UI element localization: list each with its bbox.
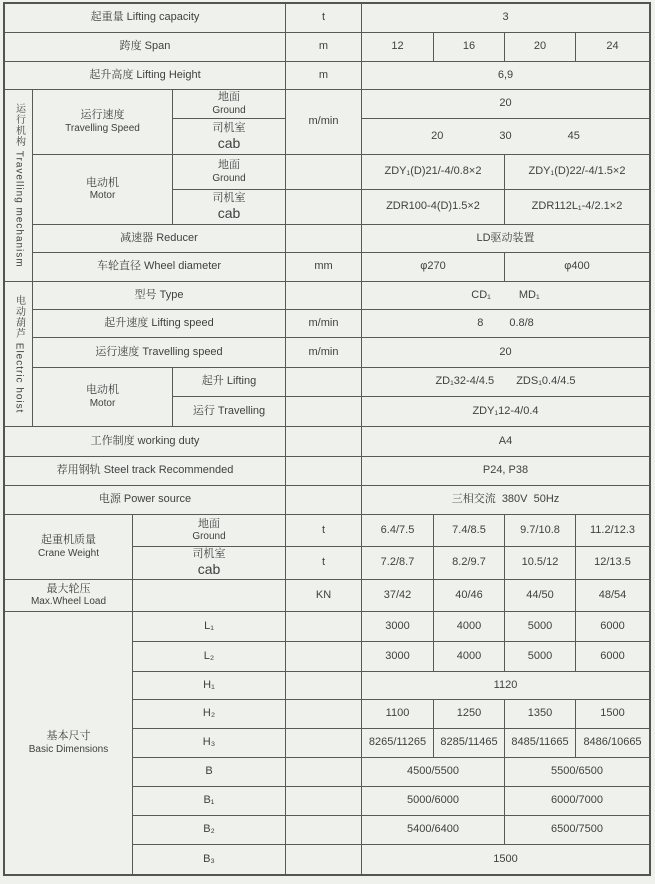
- label-lifting-capacity: 起重量 Lifting capacity: [5, 4, 286, 33]
- unit-eh-travelling-speed: m/min: [286, 338, 362, 368]
- group-label-electric-hoist: 电动葫芦 Electric hoist: [5, 282, 33, 427]
- value-h1: 1120: [362, 672, 649, 700]
- value-crane-weight-ground-1: 6.4/7.5: [362, 515, 434, 547]
- value-span-20: 20: [505, 33, 576, 62]
- value-b2-b: 6500/7500: [505, 816, 649, 845]
- unit-dim-b: [286, 758, 362, 787]
- unit-lifting-height: m: [286, 62, 362, 90]
- value-tm-speed-ground: 20: [362, 90, 649, 119]
- value-type-cd: CD₁: [471, 288, 491, 301]
- sublabel-tm-speed-cab-en: cab: [217, 134, 241, 151]
- value-h3-2: 8285/11465: [434, 729, 505, 758]
- value-l2-1: 3000: [362, 642, 434, 672]
- sublabel-crane-weight-ground: [133, 515, 286, 547]
- value-h2-1: 1100: [362, 700, 434, 729]
- unit-span: m: [286, 33, 362, 62]
- value-max-wheel-load-2: 40/46: [434, 580, 505, 612]
- label-tm-motor-zh: 电动机: [86, 176, 119, 189]
- unit-max-wheel-load: KN: [286, 580, 362, 612]
- value-lifting-speed: [362, 310, 649, 338]
- value-eh-motor-lifting-a: ZD₁32-4/4.5: [435, 375, 495, 388]
- value-tm-motor-ground-b: ZDY₁(D)22/-4/1.5×2: [505, 155, 649, 190]
- value-type: [362, 282, 649, 310]
- sublabel-eh-motor-travelling: 运行 Travelling: [173, 397, 286, 427]
- value-tm-speed-cab-1: 20: [431, 129, 444, 142]
- unit-dim-l1: [286, 612, 362, 642]
- value-type-md: MD₁: [518, 288, 540, 301]
- value-max-wheel-load-1: 37/42: [362, 580, 434, 612]
- value-steel-track: P24, P38: [362, 457, 649, 486]
- unit-steel-track: [286, 457, 362, 486]
- value-tm-motor-cab-b: ZDR112L₁-4/2.1×2: [505, 190, 649, 225]
- unit-tm-motor-ground: [286, 155, 362, 190]
- label-eh-motor: [33, 368, 173, 427]
- value-crane-weight-cab-1: 7.2/8.7: [362, 547, 434, 580]
- sublabel-dim-b: B: [133, 758, 286, 787]
- label-reducer: 减速器 Reducer: [33, 225, 286, 253]
- sublabel-tm-speed-cab-zh: 司机室: [212, 121, 246, 134]
- sublabel-dim-h3: H₃: [133, 729, 286, 758]
- unit-dim-h3: [286, 729, 362, 758]
- label-span: 跨度 Span: [5, 33, 286, 62]
- sublabel-crane-weight-cab-en: cab: [197, 561, 221, 578]
- sublabel-crane-weight-ground-zh: 地面: [198, 517, 220, 530]
- value-reducer: LD驱动装置: [362, 225, 649, 253]
- value-l2-4: 6000: [576, 642, 649, 672]
- value-h3-4: 8486/10665: [576, 729, 649, 758]
- value-tm-motor-ground-a: ZDY₁(D)21/-4/0.8×2: [362, 155, 505, 190]
- value-eh-motor-travelling: ZDY₁12-4/0.4: [362, 397, 649, 427]
- unit-lifting-speed: m/min: [286, 310, 362, 338]
- spacer-max-wheel-load: [133, 580, 286, 612]
- sublabel-tm-speed-ground-zh: 地面: [218, 91, 240, 104]
- value-tm-motor-cab-a: ZDR100-4(D)1.5×2: [362, 190, 505, 225]
- value-lifting-speed-a: 8: [477, 316, 484, 329]
- sublabel-dim-h2: H₂: [133, 700, 286, 729]
- unit-dim-l2: [286, 642, 362, 672]
- value-b3: 1500: [493, 852, 518, 865]
- sublabel-crane-weight-cab-zh: 司机室: [192, 548, 226, 560]
- label-eh-motor-en: Motor: [89, 397, 116, 409]
- sublabel-dim-l1: L₁: [133, 612, 286, 642]
- group-label-travelling-mechanism: 运行机构 Travelling mechanism: [5, 90, 33, 282]
- value-lifting-capacity: 3: [362, 4, 649, 33]
- label-travelling-speed-en: Travelling Speed: [65, 122, 140, 134]
- label-eh-motor-zh: 电动机: [86, 384, 119, 397]
- unit-eh-motor-travelling: [286, 397, 362, 427]
- unit-dim-h1: [286, 672, 362, 700]
- value-crane-weight-cab-4: 12/13.5: [576, 547, 649, 580]
- label-travelling-speed: [33, 90, 173, 155]
- label-type: 型号 Type: [33, 282, 286, 310]
- label-working-duty: 工作制度 working duty: [5, 427, 286, 457]
- value-l1-1: 3000: [362, 612, 434, 642]
- unit-tm-speed: m/min: [286, 90, 362, 155]
- sublabel-tm-motor-cab-zh: 司机室: [212, 192, 246, 204]
- value-h2-4: 1500: [576, 700, 649, 729]
- sublabel-dim-h1: H₁: [133, 672, 286, 700]
- value-span-24: 24: [576, 33, 649, 62]
- value-tm-speed-cab-2: 30: [499, 129, 512, 142]
- value-crane-weight-ground-4: 11.2/12.3: [576, 515, 649, 547]
- value-crane-weight-cab-2: 8.2/9.7: [434, 547, 505, 580]
- value-h3-1: 8265/11265: [362, 729, 434, 758]
- unit-power-source: [286, 486, 362, 515]
- sublabel-tm-speed-cab: [173, 119, 286, 155]
- unit-wheel-diameter: mm: [286, 253, 362, 282]
- unit-reducer: [286, 225, 362, 253]
- unit-working-duty: [286, 427, 362, 457]
- value-crane-weight-cab-3: 10.5/12: [505, 547, 576, 580]
- value-crane-weight-ground-2: 7.4/8.5: [434, 515, 505, 547]
- label-lifting-speed: 起升速度 Lifting speed: [33, 310, 286, 338]
- value-l1-3: 5000: [505, 612, 576, 642]
- value-l2-3: 5000: [505, 642, 576, 672]
- unit-dim-h2: [286, 700, 362, 729]
- unit-lifting-capacity: t: [286, 4, 362, 33]
- sublabel-tm-motor-ground: [173, 155, 286, 190]
- value-crane-weight-ground-3: 9.7/10.8: [505, 515, 576, 547]
- label-tm-motor: [33, 155, 173, 225]
- value-power-source: 三相交流 380V 50Hz: [362, 486, 649, 515]
- value-wheel-diameter-a: φ270: [362, 253, 505, 282]
- sublabel-tm-motor-ground-en: Ground: [212, 172, 246, 184]
- value-l1-4: 6000: [576, 612, 649, 642]
- value-lifting-height: 6,9: [362, 62, 649, 90]
- label-wheel-diameter: 车轮直径 Wheel diameter: [33, 253, 286, 282]
- label-max-wheel-load-en: Max.Wheel Load: [30, 596, 107, 608]
- value-b-b: 5500/6500: [505, 758, 649, 787]
- label-steel-track: 荐用钢轨 Steel track Recommended: [5, 457, 286, 486]
- unit-crane-weight-cab: t: [286, 547, 362, 580]
- label-max-wheel-load: [5, 580, 133, 612]
- label-crane-weight-en: Crane Weight: [38, 547, 99, 559]
- label-lifting-height: 起升高度 Lifting Height: [5, 62, 286, 90]
- value-b1-b: 6000/7000: [505, 787, 649, 816]
- value-l1-2: 4000: [434, 612, 505, 642]
- sublabel-tm-motor-cab: [173, 190, 286, 225]
- label-basic-dimensions: [5, 612, 133, 874]
- value-eh-travelling-speed: 20: [362, 338, 649, 368]
- value-span-16: 16: [434, 33, 505, 62]
- label-power-source: 电源 Power source: [5, 486, 286, 515]
- label-tm-motor-en: Motor: [89, 190, 116, 202]
- label-basic-dimensions-en: Basic Dimensions: [28, 743, 109, 755]
- value-b-a: 4500/5500: [362, 758, 505, 787]
- value-h2-3: 1350: [505, 700, 576, 729]
- sublabel-dim-b2: B₂: [133, 816, 286, 845]
- value-tm-speed-cab-3: 45: [567, 129, 580, 142]
- value-max-wheel-load-4: 48/54: [576, 580, 649, 612]
- spec-table: [3, 2, 651, 876]
- value-h3-3: 8485/11665: [505, 729, 576, 758]
- label-basic-dimensions-zh: 基本尺寸: [46, 730, 91, 743]
- sublabel-dim-l2: L₂: [133, 642, 286, 672]
- label-travelling-speed-zh: 运行速度: [80, 109, 125, 122]
- unit-tm-motor-cab: [286, 190, 362, 225]
- unit-dim-b2: [286, 816, 362, 845]
- sublabel-dim-b1: B₁: [133, 787, 286, 816]
- value-lifting-speed-b: 0.8/8: [509, 316, 534, 329]
- sublabel-dim-b3: B₃: [133, 845, 286, 874]
- value-working-duty: A4: [362, 427, 649, 457]
- label-eh-travelling-speed: 运行速度 Travelling speed: [33, 338, 286, 368]
- value-l2-2: 4000: [434, 642, 505, 672]
- value-span-12: 12: [362, 33, 434, 62]
- value-wheel-diameter-b: φ400: [505, 253, 649, 282]
- sublabel-tm-speed-ground: [173, 90, 286, 119]
- label-crane-weight-zh: 起重机质量: [41, 534, 96, 547]
- value-b2-a: 5400/6400: [362, 816, 505, 845]
- value-eh-motor-lifting: [362, 368, 649, 397]
- sublabel-eh-motor-lifting: 起升 Lifting: [173, 368, 286, 397]
- unit-dim-b3: [286, 845, 362, 874]
- value-max-wheel-load-3: 44/50: [505, 580, 576, 612]
- label-max-wheel-load-zh: 最大轮压: [46, 582, 91, 595]
- value-h2-2: 1250: [434, 700, 505, 729]
- sublabel-tm-motor-ground-zh: 地面: [218, 159, 240, 172]
- label-crane-weight: [5, 515, 133, 580]
- unit-eh-motor-lifting: [286, 368, 362, 397]
- sublabel-tm-speed-ground-en: Ground: [212, 104, 246, 116]
- unit-crane-weight-ground: t: [286, 515, 362, 547]
- value-eh-motor-lifting-b: ZDS₁0.4/4.5: [516, 375, 576, 388]
- sublabel-tm-motor-cab-en: cab: [217, 205, 241, 222]
- unit-dim-b1: [286, 787, 362, 816]
- sublabel-crane-weight-cab: [133, 547, 286, 580]
- value-tm-speed-cab: [362, 119, 649, 155]
- sublabel-crane-weight-ground-en: Ground: [192, 531, 226, 543]
- unit-type: [286, 282, 362, 310]
- value-b1-a: 5000/6000: [362, 787, 505, 816]
